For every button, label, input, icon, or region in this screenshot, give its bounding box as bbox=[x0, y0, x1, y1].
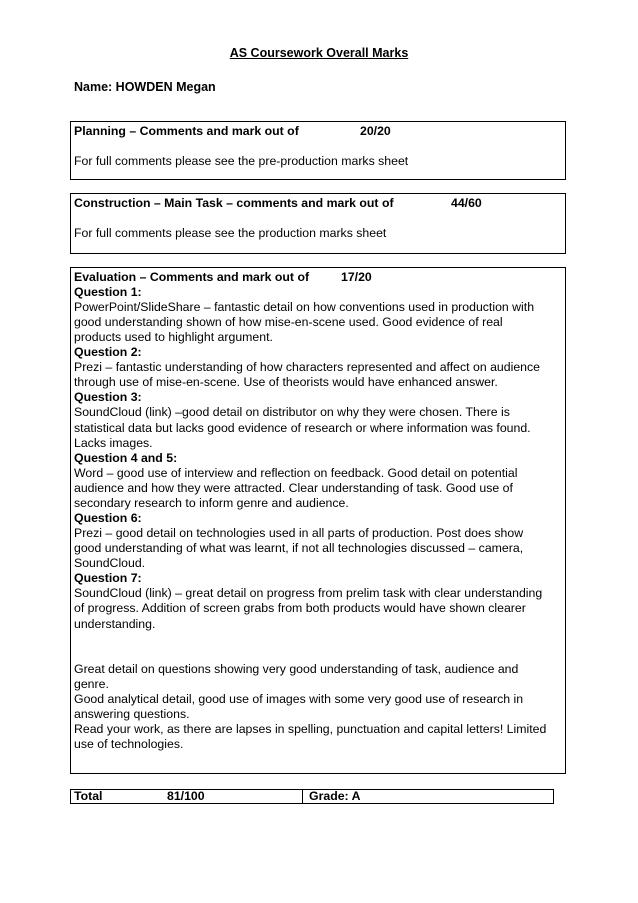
total-table bbox=[70, 789, 554, 804]
question-label: Question 2: bbox=[74, 345, 142, 360]
question-block-1 bbox=[74, 285, 565, 345]
question-comment: PowerPoint/SlideShare – fantastic detail on how conventions used in production with good understanding shown of how mise-en-scene used. Good evidence of real products used to highlight argument. bbox=[74, 300, 535, 345]
planning-comment: For full comments please see the pre-production marks sheet bbox=[74, 154, 409, 168]
evaluation-heading: Evaluation – Comments and mark out of bbox=[74, 270, 310, 284]
summary-paragraph: Great detail on questions showing very good understanding of task, audience and genre. bbox=[74, 661, 519, 691]
question-block-7 bbox=[74, 571, 565, 631]
question-comment: Prezi – good detail on technologies used in all parts of production. Post does show good understanding of what was learnt, if not all technologies discussed – camera, SoundCloud. bbox=[74, 526, 524, 571]
construction-section bbox=[70, 193, 566, 254]
question-block-4-5 bbox=[74, 451, 565, 511]
student-name: Name: HOWDEN Megan bbox=[74, 80, 216, 94]
planning-heading: Planning – Comments and mark out of bbox=[74, 124, 299, 138]
evaluation-mark: 17/20 bbox=[341, 270, 372, 284]
evaluation-heading-row bbox=[74, 270, 565, 285]
planning-heading-row bbox=[74, 124, 565, 139]
question-block-2 bbox=[74, 345, 565, 390]
question-label: Question 6: bbox=[74, 511, 142, 526]
question-label: Question 3: bbox=[74, 390, 142, 405]
question-comment: Prezi – fantastic understanding of how characters represented and affect on audience through use of mise-en-scene. Use of theorists would have enhanced answer. bbox=[74, 360, 540, 390]
evaluation-summary bbox=[74, 662, 565, 753]
question-comment: SoundCloud (link) –good detail on distributor on why they were chosen. There is statistical data but lacks good evidence of research or where information was found. Lacks images. bbox=[74, 405, 531, 450]
total-label: Total bbox=[74, 789, 103, 803]
total-cell bbox=[71, 790, 303, 803]
question-label: Question 4 and 5: bbox=[74, 450, 178, 465]
construction-mark: 44/60 bbox=[451, 196, 482, 210]
question-label: Question 1: bbox=[74, 285, 142, 299]
question-comment: SoundCloud (link) – great detail on progress from prelim task with clear understanding of progress. Addition of screen grabs from both products would have shown clearer understanding. bbox=[74, 586, 543, 631]
question-block-6 bbox=[74, 511, 565, 571]
question-label: Question 7: bbox=[74, 571, 142, 586]
planning-section bbox=[70, 121, 566, 180]
summary-paragraph: Read your work, as there are lapses in spelling, punctuation and capital letters! Limited use of technologies. bbox=[74, 721, 547, 752]
summary-paragraph: Good analytical detail, good use of images with some very good use of research in answering questions. bbox=[74, 691, 524, 721]
planning-mark: 20/20 bbox=[360, 124, 391, 138]
document-title: AS Coursework Overall Marks bbox=[229, 46, 409, 60]
question-comment: Word – good use of interview and reflection on feedback. Good detail on potential audience and how they were attracted. Clear understanding of task. Good use of secondary research to inform genre and audience. bbox=[74, 465, 518, 510]
grade-cell bbox=[303, 790, 553, 803]
construction-comment: For full comments please see the production marks sheet bbox=[74, 226, 387, 240]
construction-heading-row bbox=[74, 196, 565, 211]
grade-value: Grade: A bbox=[309, 789, 361, 803]
total-score: 81/100 bbox=[167, 789, 205, 803]
evaluation-section bbox=[70, 267, 566, 774]
construction-heading: Construction – Main Task – comments and mark out of bbox=[74, 196, 394, 210]
question-block-3 bbox=[74, 390, 565, 450]
